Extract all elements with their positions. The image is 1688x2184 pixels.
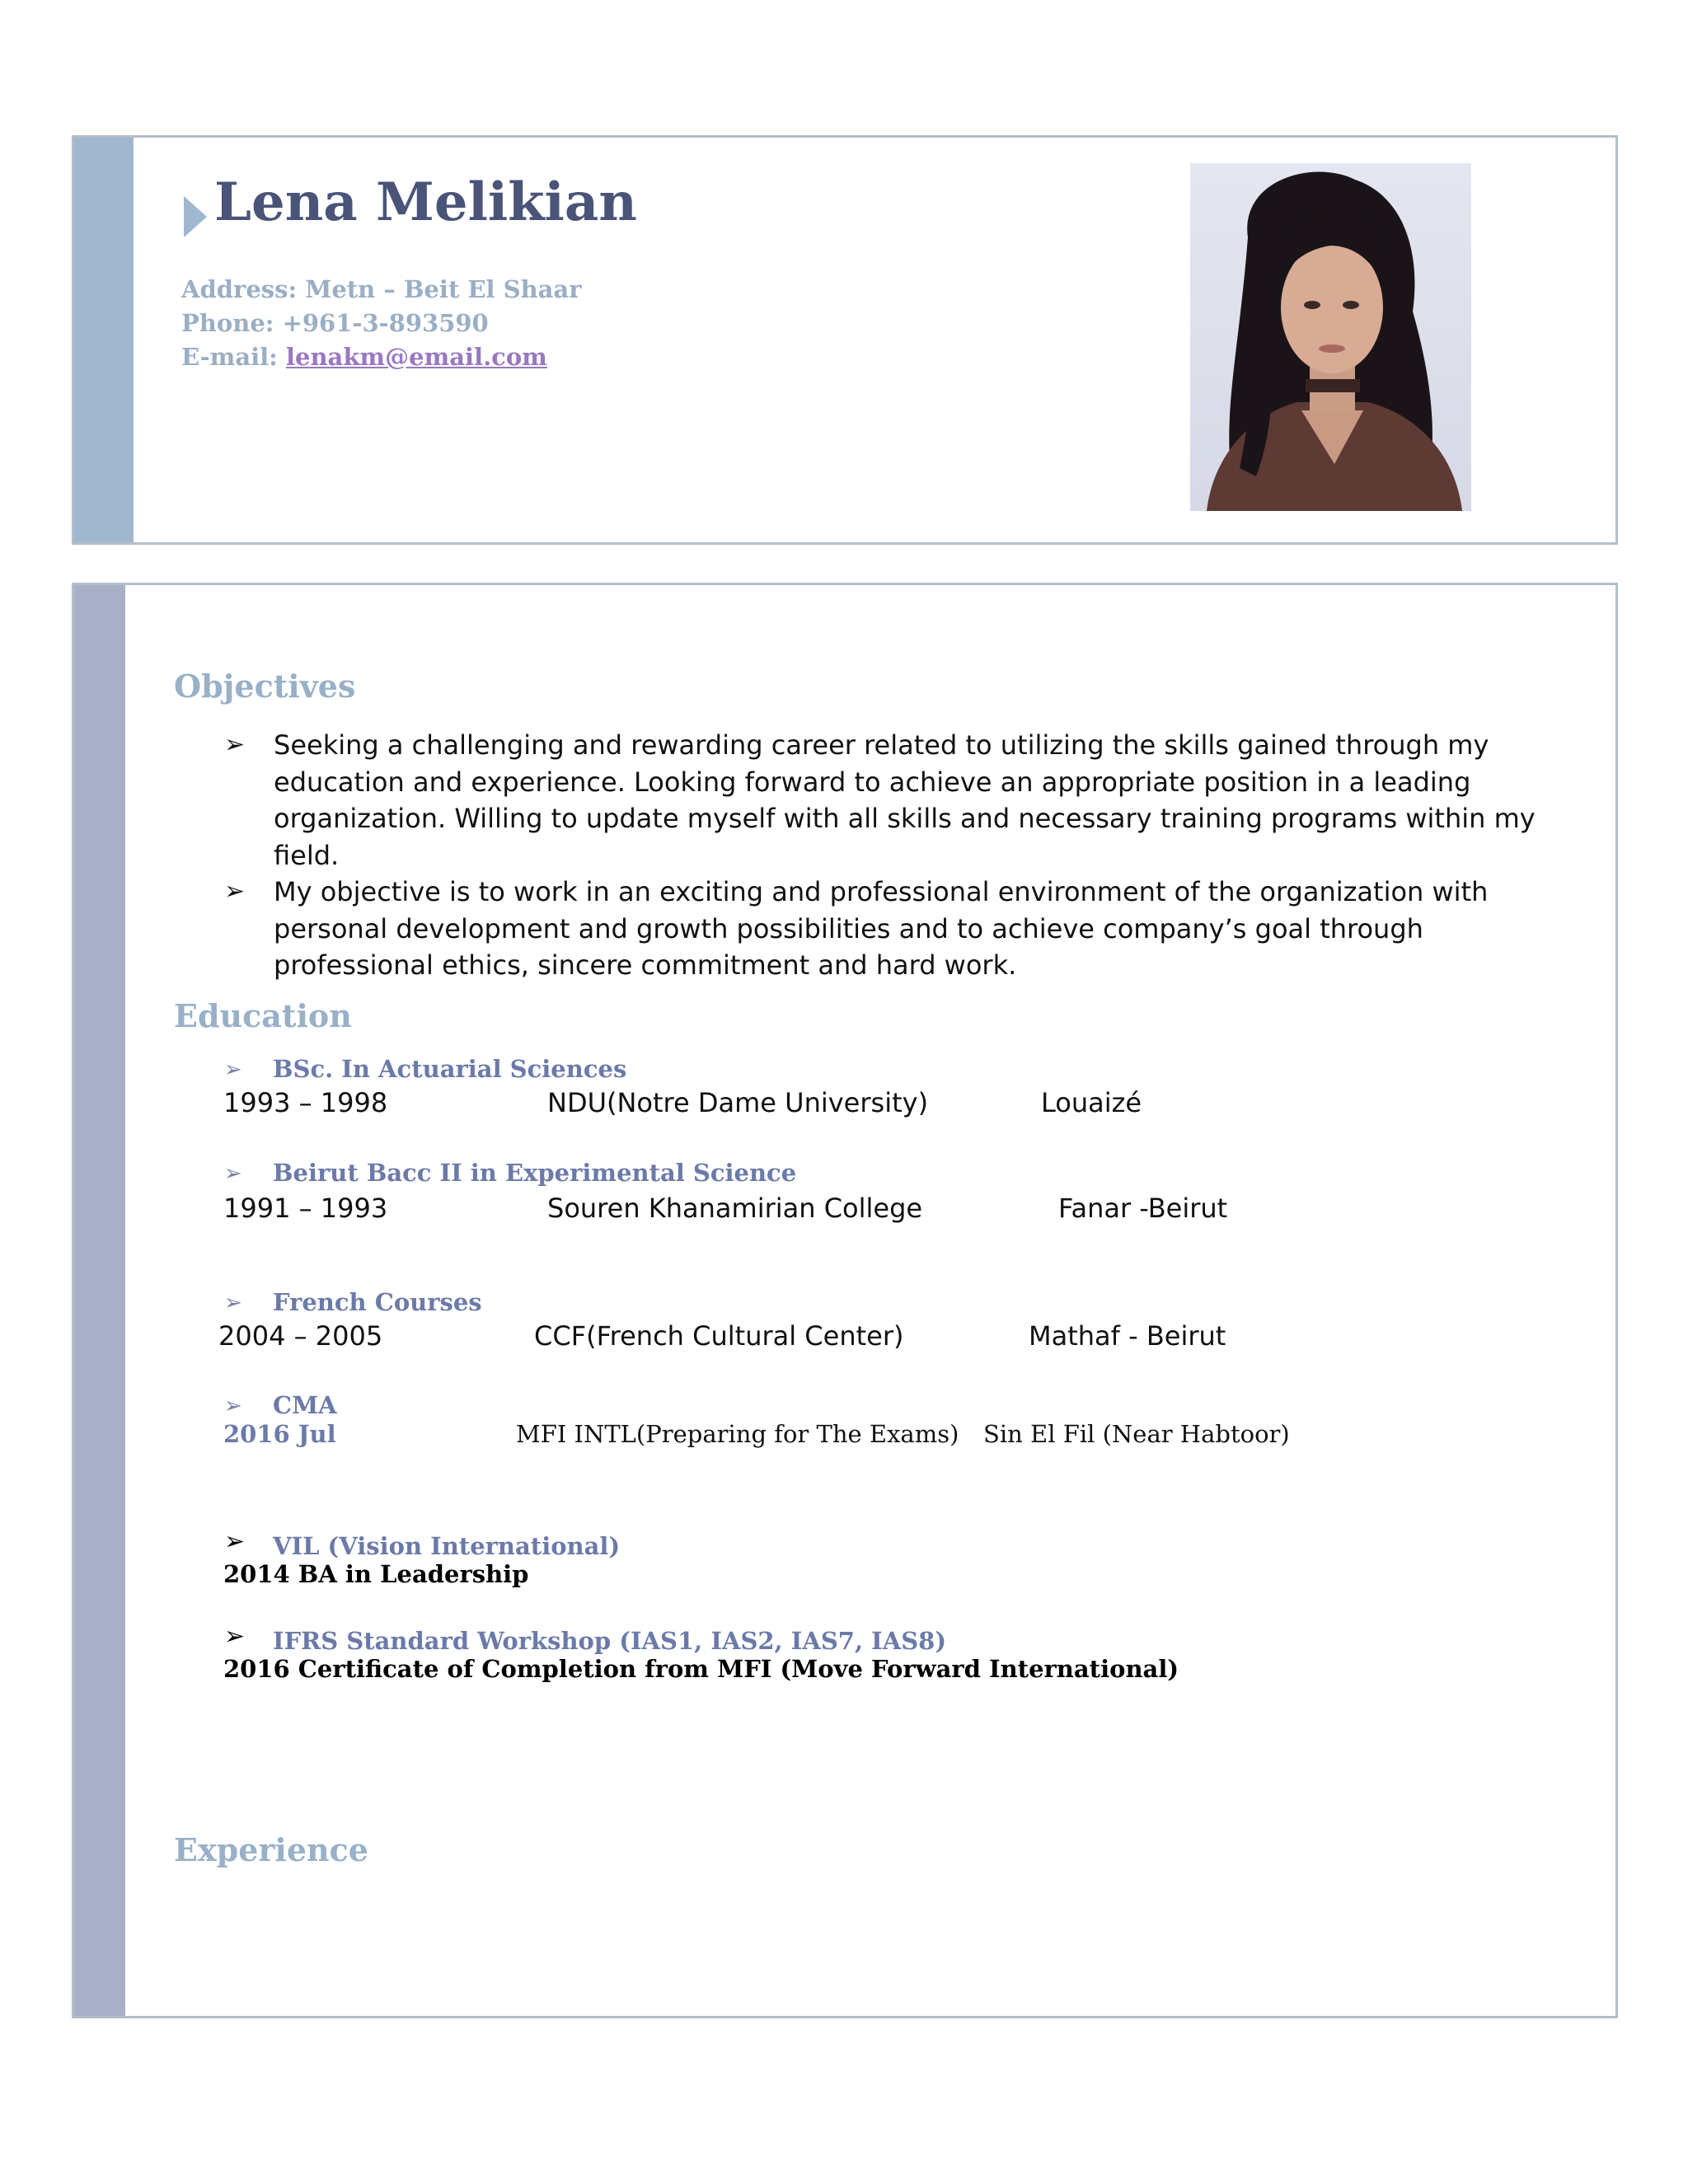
education-institution: MFI INTL(Preparing for The Exams) [516, 1420, 959, 1448]
experience-title: Experience [174, 1831, 368, 1868]
education-years: 1993 – 1998 [223, 1087, 388, 1118]
arrow-bullet-icon: ➢ [224, 1393, 242, 1418]
education-title: Education [174, 997, 352, 1034]
content-accent-bar [74, 585, 125, 2016]
phone-line: Phone: +961-3-893590 [181, 309, 489, 337]
education-years: 2016 Jul [223, 1420, 336, 1448]
education-entry-title: VIL (Vision International) [273, 1532, 621, 1560]
education-detail: 2014 BA in Leadership [223, 1560, 529, 1588]
education-institution: NDU(Notre Dame University) [547, 1087, 929, 1118]
objectives-title: Objectives [174, 668, 356, 705]
education-location: Louaizé [1041, 1087, 1142, 1118]
header-accent-bar [74, 138, 134, 542]
education-entry-title: Beirut Bacc II in Experimental Science [273, 1159, 797, 1187]
email-link[interactable]: lenakm@email.com [286, 343, 547, 371]
arrow-bullet-icon: ➢ [224, 1057, 242, 1081]
arrow-bullet-icon: ➢ [224, 877, 246, 906]
email-label: E-mail: [181, 343, 286, 371]
education-institution: CCF(French Cultural Center) [534, 1320, 904, 1352]
education-location: Mathaf - Beirut [1029, 1320, 1226, 1352]
list-item [214, 874, 1558, 984]
arrow-bullet-icon: ➢ [224, 1528, 246, 1555]
arrow-bullet-icon: ➢ [224, 1290, 242, 1315]
candidate-name: Lena Melikian [214, 171, 637, 233]
education-years: 2004 – 2005 [218, 1320, 383, 1352]
address-line: Address: Metn – Beit El Shaar [181, 275, 582, 303]
objective-text: Seeking a challenging and rewarding career related to utilizing the skills gained through my education and experience. Looking forward to achieve an appropriate position in a leading organization. Willing to update myself with all skills and necessary training programs within my field. [274, 729, 1536, 871]
education-entry-title: CMA [273, 1391, 337, 1419]
education-location: Sin El Fil (Near Habtoor) [983, 1420, 1290, 1448]
arrow-bullet-icon: ➢ [224, 730, 246, 759]
portrait-icon [1190, 163, 1471, 511]
arrow-bullet-icon: ➢ [224, 1160, 242, 1185]
education-entry-title: French Courses [273, 1288, 482, 1316]
profile-photo [1190, 163, 1471, 511]
education-institution: Souren Khanamirian College [547, 1193, 923, 1224]
education-detail: 2016 Certificate of Completion from MFI (Move Forward International) [223, 1655, 1179, 1683]
education-entry-title: BSc. In Actuarial Sciences [273, 1055, 627, 1083]
education-entry-title: IFRS Standard Workshop (IAS1, IAS2, IAS7, IAS8) [273, 1627, 947, 1655]
objectives-list [214, 727, 1558, 984]
list-item [214, 727, 1558, 874]
arrow-bullet-icon: ➢ [224, 1623, 246, 1650]
email-line [181, 343, 547, 371]
triangle-marker-icon [184, 196, 207, 237]
education-years: 1991 – 1993 [223, 1193, 388, 1224]
education-location: Fanar -Beirut [1058, 1193, 1228, 1224]
objective-text: My objective is to work in an exciting and professional environment of the organization with personal development and growth possibilities and to achieve company’s goal through professional ethics, sincere commitment and hard work. [274, 876, 1489, 981]
